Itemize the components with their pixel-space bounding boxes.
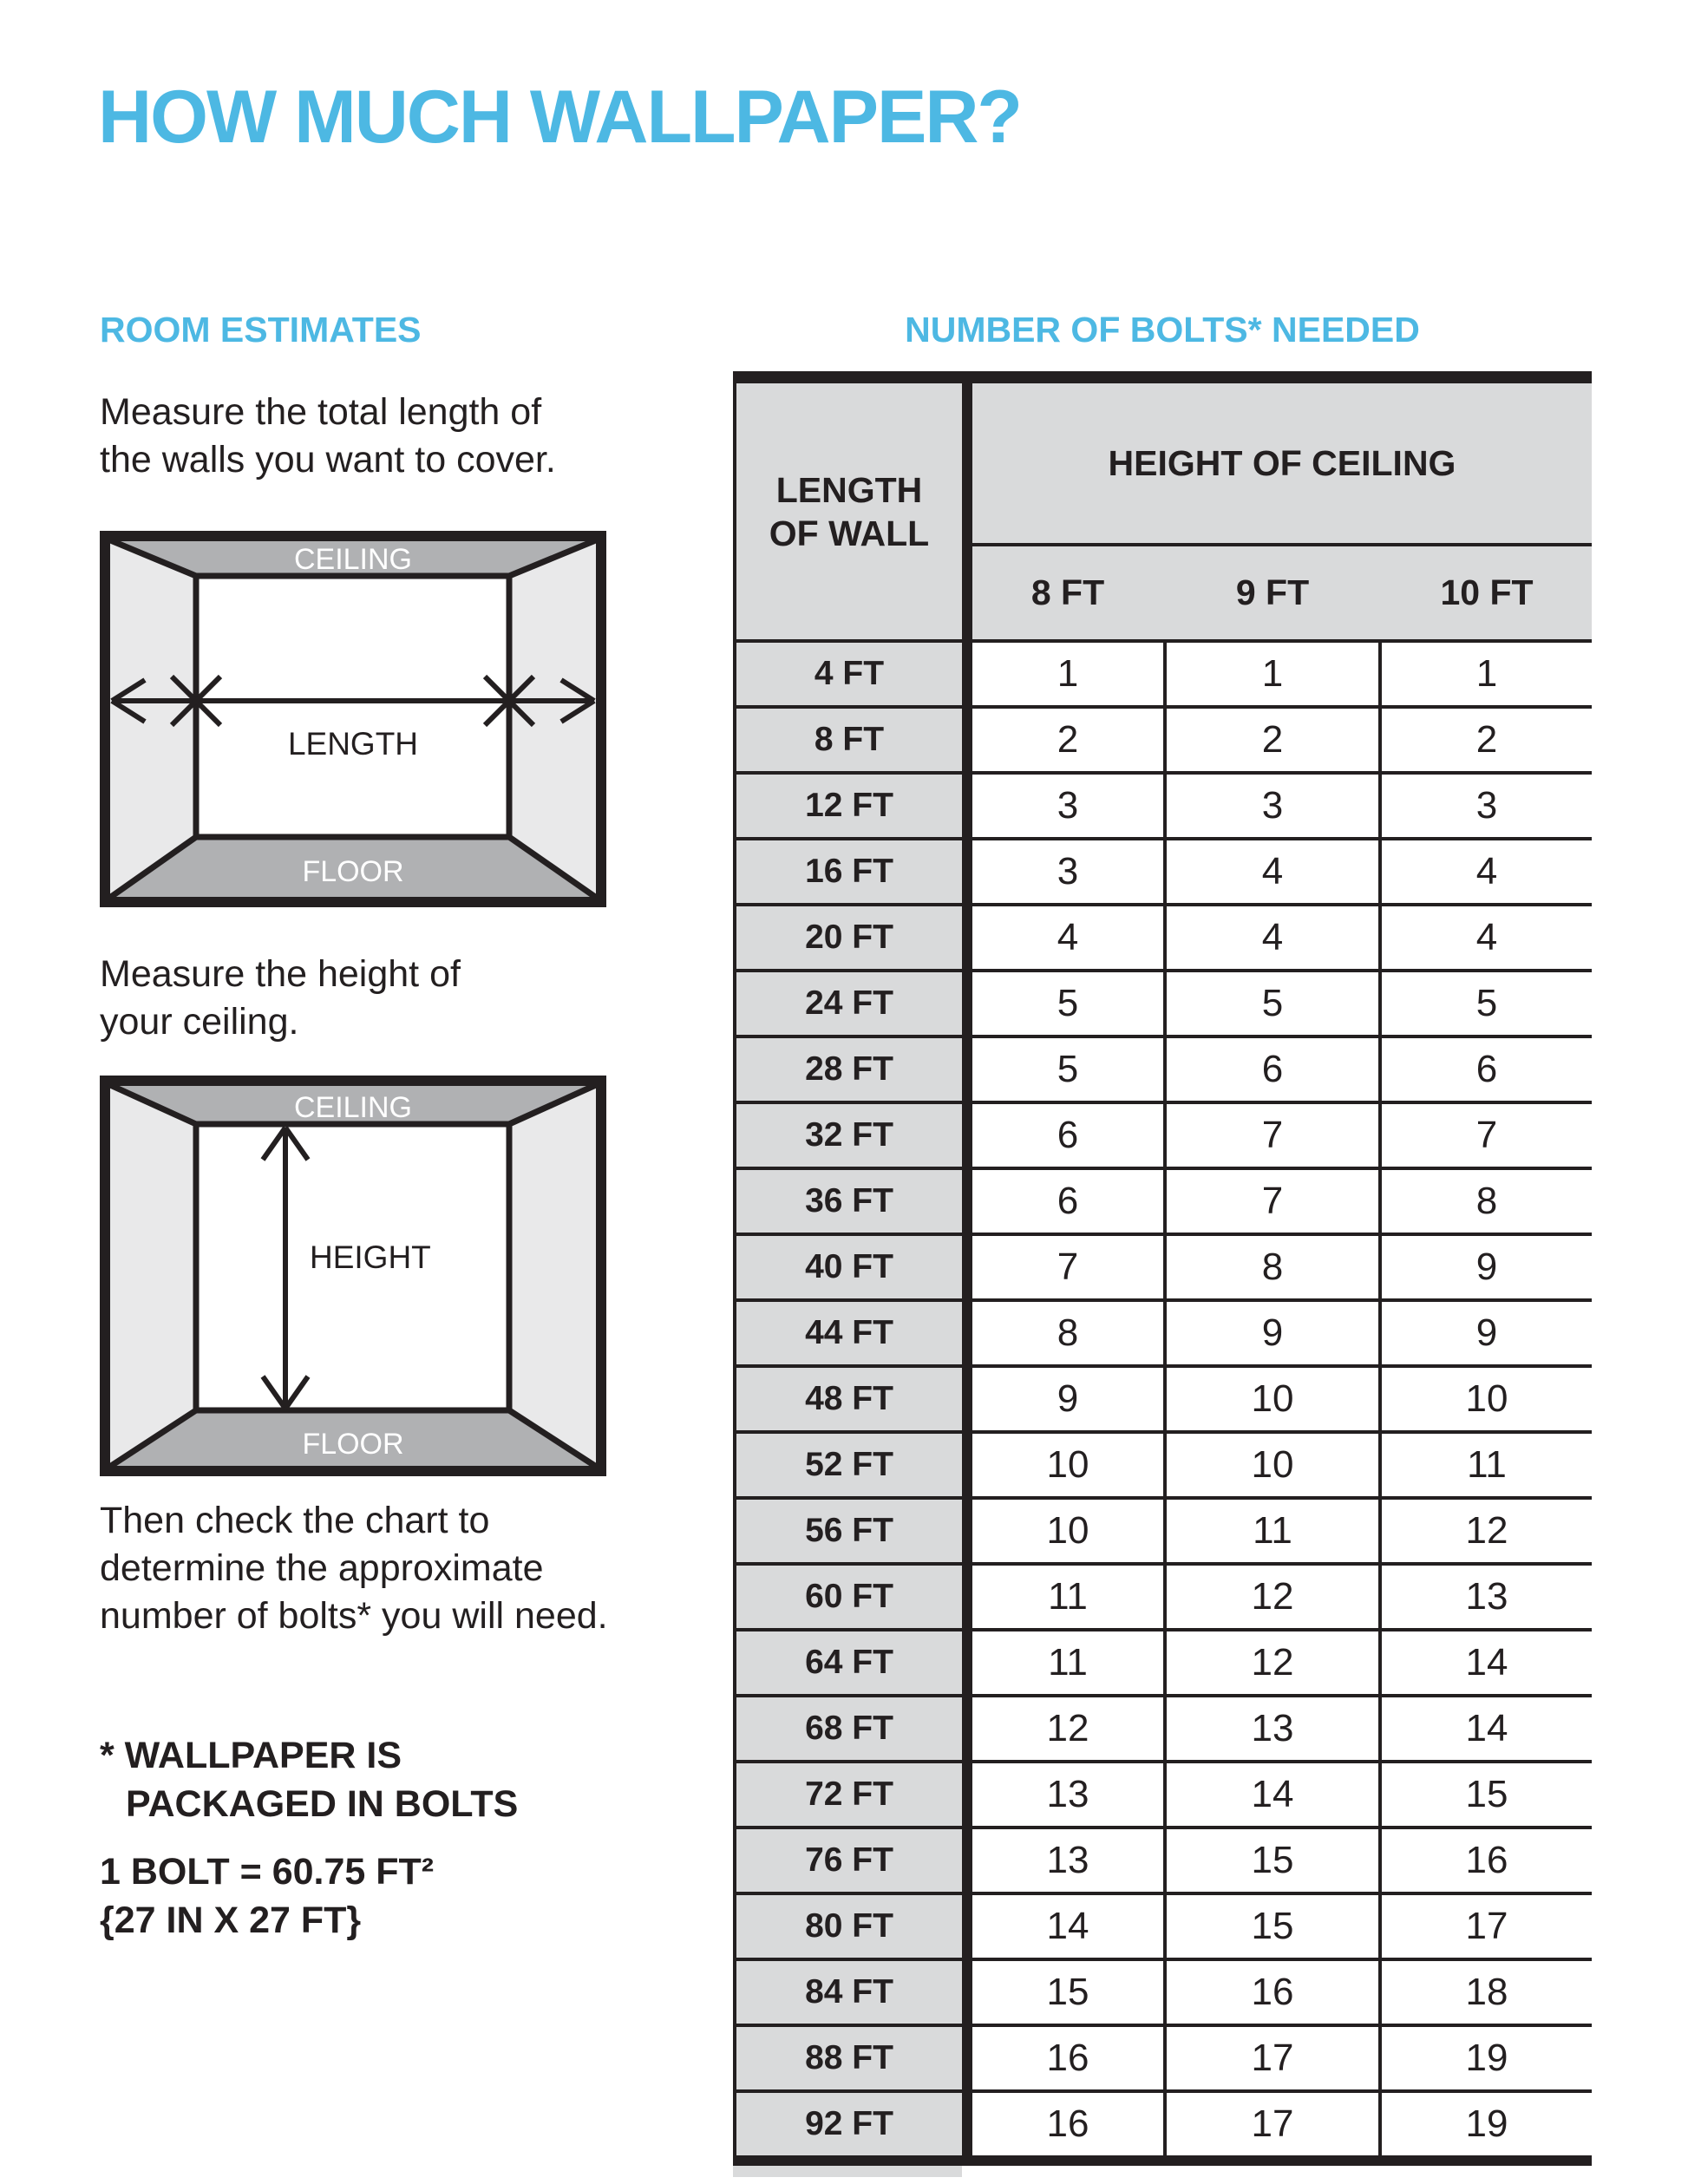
table-row [736, 1694, 1592, 1760]
bolt-count-cell: 8 [972, 1302, 1163, 1364]
bolt-count-cell: 13 [1382, 1566, 1592, 1628]
bolt-count-cell: 5 [1382, 972, 1592, 1035]
bolt-count-cell: 7 [1167, 1104, 1378, 1167]
bolt-count-cell: 4 [1167, 906, 1378, 969]
divider [962, 1038, 972, 1101]
bolt-count-cell: 1 [1167, 643, 1378, 705]
wall-length-cell: 4 FT [736, 643, 962, 705]
divider [962, 1104, 972, 1167]
table-row [736, 1760, 1592, 1826]
table-row [736, 639, 1592, 705]
wall-length-cell: 76 FT [736, 1829, 962, 1892]
bolt-count-cell: 2 [1382, 709, 1592, 771]
divider [962, 1566, 972, 1628]
bolt-count-cell: 17 [1167, 2027, 1378, 2089]
divider [962, 1500, 972, 1562]
bolt-count-cell: 17 [1167, 2093, 1378, 2155]
divider [962, 2027, 972, 2089]
bolt-count-cell: 10 [1167, 1368, 1378, 1430]
table-row [736, 1958, 1592, 2024]
table-row [736, 2024, 1592, 2089]
bolt-count-cell: 4 [1167, 840, 1378, 903]
height-label: HEIGHT [310, 1239, 431, 1275]
instruction-line: the walls you want to cover. [100, 439, 556, 481]
bolt-count-cell: 12 [1382, 1500, 1592, 1562]
table-row [736, 1496, 1592, 1562]
bolt-count-cell: 7 [1167, 1170, 1378, 1233]
bolt-count-cell: 1 [1382, 643, 1592, 705]
bolt-count-cell: 6 [1382, 1038, 1592, 1101]
bolt-count-cell: 8 [1167, 1236, 1378, 1298]
bolt-count-cell: 3 [972, 840, 1163, 903]
table-row [736, 837, 1592, 903]
divider [962, 1236, 972, 1298]
divider [962, 383, 972, 639]
divider [962, 1302, 972, 1364]
table-row [736, 705, 1592, 771]
table-row [736, 2089, 1592, 2155]
bolt-size-line: 1 BOLT = 60.75 FT² [100, 1851, 435, 1893]
bolt-count-cell: 13 [972, 1763, 1163, 1826]
divider [962, 709, 972, 771]
wall-length-cell: 12 FT [736, 775, 962, 837]
wall-length-cell: 20 FT [736, 906, 962, 969]
divider [962, 1763, 972, 1826]
floor-label: FLOOR [302, 855, 404, 888]
wall-length-cell: 24 FT [736, 972, 962, 1035]
floor-label: FLOOR [302, 1428, 404, 1461]
bolt-count-cell: 10 [972, 1500, 1163, 1562]
bolt-count-cell: 13 [972, 1829, 1163, 1892]
table-main [733, 383, 1592, 2155]
column-header-9ft: 9 FT [1235, 572, 1310, 612]
divider [962, 1961, 972, 2024]
instruction-line: Then check the chart to [100, 1500, 490, 1541]
footnote-line: * WALLPAPER IS [100, 1735, 402, 1776]
bolt-count-cell: 15 [1382, 1763, 1592, 1826]
wall-length-cell: 60 FT [736, 1566, 962, 1628]
room-estimates-heading: ROOM ESTIMATES [100, 310, 422, 350]
wall-length-cell: 32 FT [736, 1104, 962, 1167]
bolt-count-cell: 2 [1167, 709, 1378, 771]
back-wall-surface [196, 576, 509, 837]
bolt-count-cell: 15 [1167, 1829, 1378, 1892]
bolt-count-cell: 4 [1382, 906, 1592, 969]
divider [962, 643, 972, 705]
table-row [736, 1562, 1592, 1628]
bolt-count-cell: 3 [1167, 775, 1378, 837]
bolt-count-cell: 8 [1382, 1170, 1592, 1233]
bolt-size-line: {27 IN X 27 FT} [100, 1900, 362, 1941]
bolt-count-cell: 4 [972, 906, 1163, 969]
wall-length-cell: 80 FT [736, 1895, 962, 1958]
ceiling-label: CEILING [293, 543, 413, 576]
table-row [736, 1364, 1592, 1430]
wall-length-cell: 28 FT [736, 1038, 962, 1101]
wall-length-cell: 52 FT [736, 1434, 962, 1496]
room-length-diagram [100, 531, 606, 907]
bolts-footnote [100, 1731, 518, 1828]
bolt-count-cell: 17 [1382, 1895, 1592, 1958]
length-label: LENGTH [287, 726, 419, 762]
bolt-count-cell: 12 [1167, 1566, 1378, 1628]
bolt-count-cell: 1 [972, 643, 1163, 705]
room-height-diagram [100, 1076, 606, 1476]
divider [962, 775, 972, 837]
instruction-length [100, 389, 586, 484]
instruction-line: determine the approximate [100, 1547, 544, 1589]
page-title: HOW MUCH WALLPAPER? [98, 75, 1021, 159]
instruction-line: number of bolts* you will need. [100, 1595, 608, 1637]
bolt-count-cell: 7 [1382, 1104, 1592, 1167]
divider [962, 1434, 972, 1496]
table-row [736, 1035, 1592, 1101]
bolt-count-cell: 3 [972, 775, 1163, 837]
table-body [736, 639, 1592, 2155]
right-wall-surface [509, 1084, 598, 1468]
table-row [736, 903, 1592, 969]
bolt-count-cell: 4 [1382, 840, 1592, 903]
table-row [736, 1826, 1592, 1892]
bolt-count-cell: 19 [1382, 2093, 1592, 2155]
bolt-count-cell: 11 [972, 1566, 1163, 1628]
bolt-count-cell: 2 [972, 709, 1163, 771]
divider [962, 1170, 972, 1233]
wall-length-cell: 64 FT [736, 1631, 962, 1694]
instruction-chart [100, 1497, 620, 1640]
bolt-count-cell: 12 [1167, 1631, 1378, 1694]
bolt-count-cell: 11 [972, 1631, 1163, 1694]
bolt-count-cell: 14 [1382, 1631, 1592, 1694]
bolt-count-cell: 10 [972, 1434, 1163, 1496]
wall-length-cell: 72 FT [736, 1763, 962, 1826]
table-row [736, 1892, 1592, 1958]
wall-length-cell: 84 FT [736, 1961, 962, 2024]
bolt-count-cell: 7 [972, 1236, 1163, 1298]
length-of-wall-header: LENGTH OF WALL [736, 383, 962, 639]
column-header-10ft: 10 FT [1440, 572, 1534, 612]
wall-length-cell: 16 FT [736, 840, 962, 903]
divider [962, 1895, 972, 1958]
divider [962, 1697, 972, 1760]
column-header-8ft: 8 FT [1030, 572, 1105, 612]
bolt-count-cell: 12 [972, 1697, 1163, 1760]
wall-length-cell: 40 FT [736, 1236, 962, 1298]
bolts-needed-heading: NUMBER OF BOLTS* NEEDED [905, 310, 1420, 350]
table-row [736, 1298, 1592, 1364]
bolt-count-cell: 16 [1382, 1829, 1592, 1892]
bolt-count-cell: 16 [1167, 1961, 1378, 2024]
bolt-count-cell: 9 [1382, 1236, 1592, 1298]
left-wall-surface [108, 1084, 196, 1468]
instruction-line: Measure the total length of [100, 391, 542, 433]
bolt-count-cell: 3 [1382, 775, 1592, 837]
bolt-count-cell: 9 [1167, 1302, 1378, 1364]
bolt-count-cell: 14 [972, 1895, 1163, 1958]
table-row [736, 1628, 1592, 1694]
divider [962, 1631, 972, 1694]
bolt-count-cell: 9 [972, 1368, 1163, 1430]
bolt-count-cell: 19 [1382, 2027, 1592, 2089]
wall-length-cell: 68 FT [736, 1697, 962, 1760]
bolt-count-cell: 14 [1382, 1697, 1592, 1760]
bolt-count-cell: 5 [1167, 972, 1378, 1035]
instruction-line: your ceiling. [100, 1001, 299, 1043]
bolt-count-cell: 16 [972, 2027, 1163, 2089]
bolt-count-cell: 16 [972, 2093, 1163, 2155]
ceiling-label: CEILING [293, 1091, 413, 1124]
bolt-count-cell: 18 [1382, 1961, 1592, 2024]
table-header [736, 383, 1592, 639]
divider [962, 1368, 972, 1430]
table-top-border [733, 371, 1592, 383]
table-row [736, 969, 1592, 1035]
bolt-count-cell: 6 [972, 1170, 1163, 1233]
divider [962, 840, 972, 903]
height-of-ceiling-header: HEIGHT OF CEILING [972, 383, 1592, 546]
instruction-line: Measure the height of [100, 953, 461, 995]
wall-length-cell: 88 FT [736, 2027, 962, 2089]
bolt-count-cell: 6 [972, 1104, 1163, 1167]
wall-length-cell: 36 FT [736, 1170, 962, 1233]
bolt-count-cell: 10 [1382, 1368, 1592, 1430]
bolt-count-cell: 11 [1382, 1434, 1592, 1496]
table-footer-stub [733, 2166, 962, 2177]
table-row [736, 771, 1592, 837]
table-row [736, 1430, 1592, 1496]
wall-length-cell: 56 FT [736, 1500, 962, 1562]
table-bottom-border [733, 2155, 1592, 2166]
bolt-count-cell: 9 [1382, 1302, 1592, 1364]
wall-length-cell: 44 FT [736, 1302, 962, 1364]
table-row [736, 1101, 1592, 1167]
divider [962, 1829, 972, 1892]
wall-length-cell: 48 FT [736, 1368, 962, 1430]
bolt-count-cell: 15 [972, 1961, 1163, 2024]
table-row [736, 1233, 1592, 1298]
wall-length-cell: 92 FT [736, 2093, 962, 2155]
bolt-count-cell: 10 [1167, 1434, 1378, 1496]
divider [962, 906, 972, 969]
bolt-count-cell: 14 [1167, 1763, 1378, 1826]
divider [962, 972, 972, 1035]
ceiling-height-subheader [972, 546, 1592, 639]
bolt-count-cell: 5 [972, 1038, 1163, 1101]
bolt-count-cell: 13 [1167, 1697, 1378, 1760]
table-row [736, 1167, 1592, 1233]
instruction-height [100, 951, 586, 1046]
bolts-table [733, 371, 1592, 2177]
bolt-count-cell: 11 [1167, 1500, 1378, 1562]
bolt-count-cell: 5 [972, 972, 1163, 1035]
bolt-size-note [100, 1847, 434, 1945]
bolt-count-cell: 15 [1167, 1895, 1378, 1958]
wall-length-cell: 8 FT [736, 709, 962, 771]
divider [962, 2093, 972, 2155]
bolt-count-cell: 6 [1167, 1038, 1378, 1101]
footnote-line: PACKAGED IN BOLTS [126, 1783, 519, 1825]
